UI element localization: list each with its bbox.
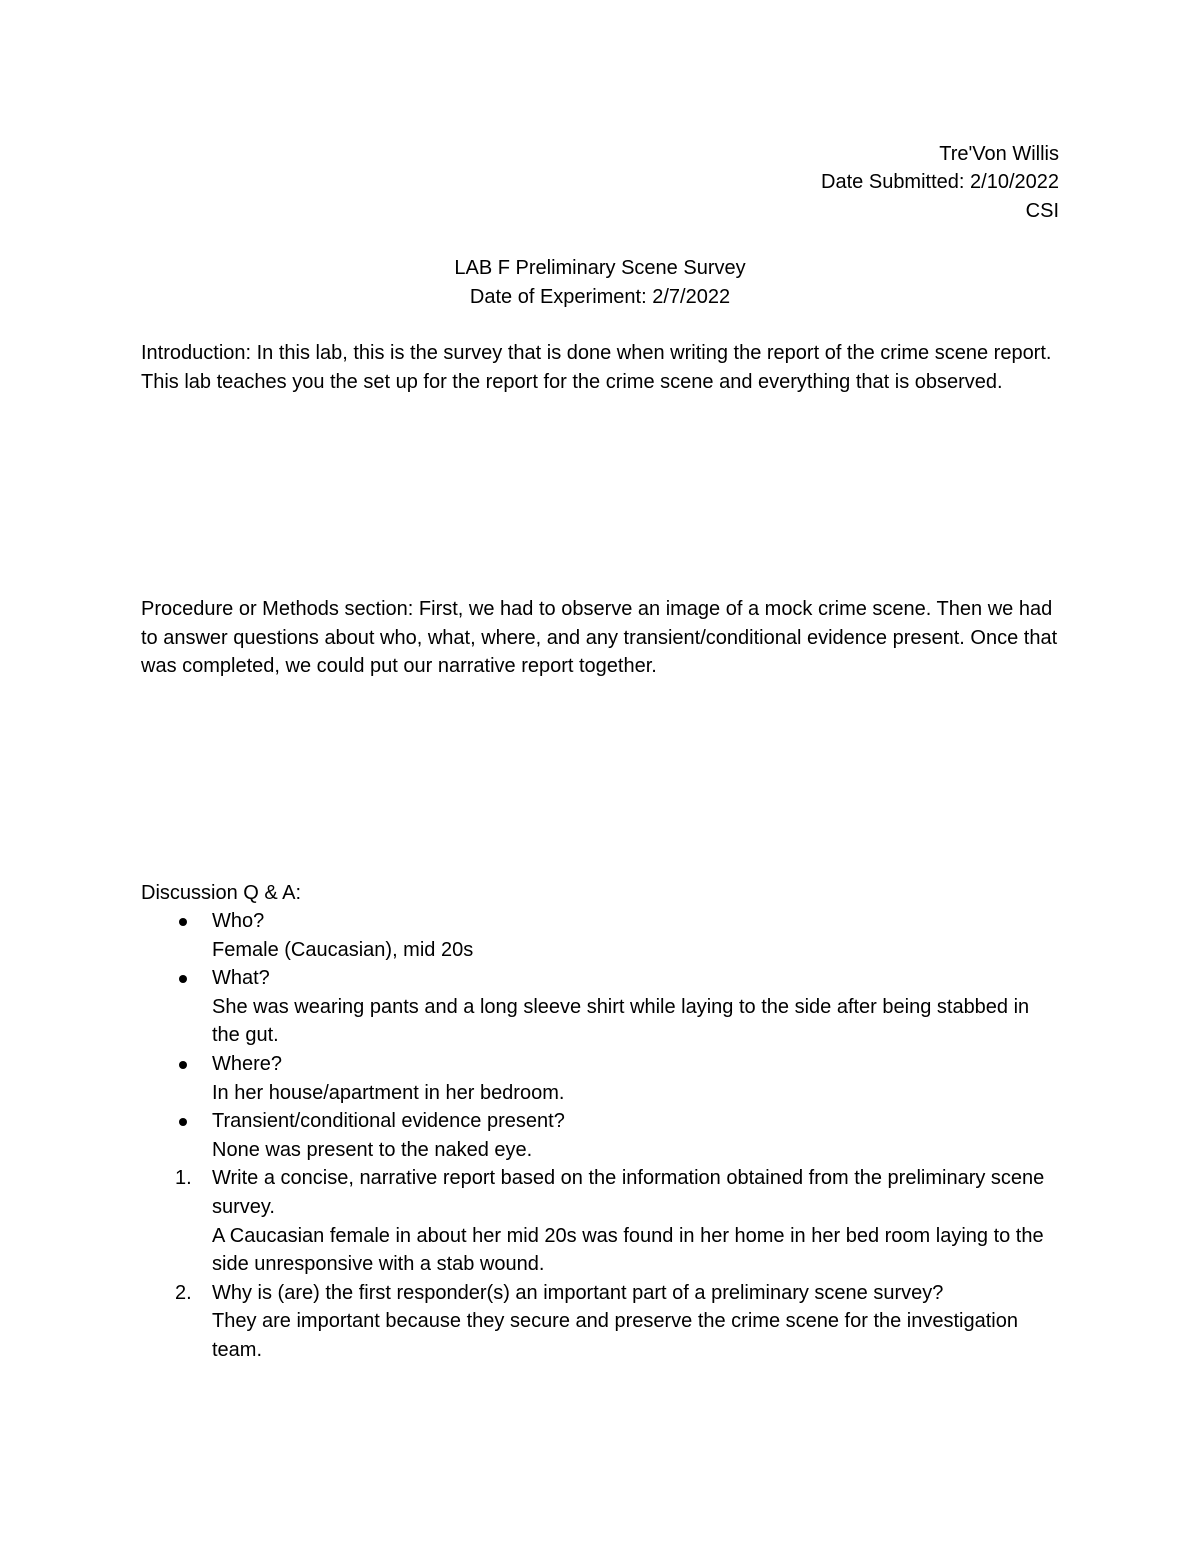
answer-text: In her house/apartment in her bedroom.: [212, 1081, 565, 1104]
list-item: [141, 964, 1061, 1050]
course-name: CSI: [1025, 200, 1059, 222]
discussion-heading: Discussion Q & A:: [141, 882, 302, 904]
list-number: 1.: [175, 1167, 192, 1190]
list-item: [141, 1050, 1061, 1107]
answer-text: She was wearing pants and a long sleeve shirt while laying to the side after being stabbed in the gut.: [212, 995, 1030, 1047]
question-text: Transient/conditional evidence present?: [212, 1110, 565, 1133]
question-text: Who?: [212, 910, 265, 932]
procedure-paragraph: Procedure or Methods section: First, we had to observe an image of a mock crime scene. Then we had to answer questions about who, what, where, and any transient/conditional evidence present. Once that was completed, we could put our narrative report together.: [141, 598, 1058, 678]
introduction-paragraph: Introduction: In this lab, this is the survey that is done when writing the report of the crime scene report. This lab teaches you the set up for the report for the crime scene and everything that is observed.: [141, 342, 1052, 393]
bullet-icon: [179, 1061, 187, 1069]
answer-text: They are important because they secure and preserve the crime scene for the investigation team.: [212, 1310, 1018, 1361]
question-text: Where?: [212, 1052, 283, 1075]
question-text: Why is (are) the first responder(s) an important part of a preliminary scene survey?: [212, 1281, 944, 1304]
list-item: [141, 1107, 1061, 1164]
bullet-icon: [179, 1118, 187, 1126]
answer-text: A Caucasian female in about her mid 20s was found in her home in her bed room laying to the side unresponsive with a stab wound.: [212, 1224, 1044, 1276]
lab-title: LAB F Preliminary Scene Survey: [454, 257, 746, 279]
answer-text: None was present to the naked eye.: [212, 1138, 533, 1161]
author-name: Tre'Von Willis: [939, 143, 1059, 165]
list-item: [141, 907, 1061, 964]
question-text: Write a concise, narrative report based on the information obtained from the preliminary scene survey.: [212, 1167, 1045, 1218]
question-text: What?: [212, 967, 270, 990]
discussion-list: [141, 907, 1061, 1365]
answer-text: Female (Caucasian), mid 20s: [212, 938, 474, 961]
bullet-icon: [179, 975, 187, 983]
list-item: [141, 1164, 1061, 1278]
date-submitted: Date Submitted: 2/10/2022: [821, 171, 1059, 193]
list-item: [141, 1279, 1061, 1365]
bullet-icon: [179, 918, 187, 926]
experiment-date: Date of Experiment: 2/7/2022: [469, 286, 731, 308]
list-number: 2.: [175, 1281, 192, 1304]
